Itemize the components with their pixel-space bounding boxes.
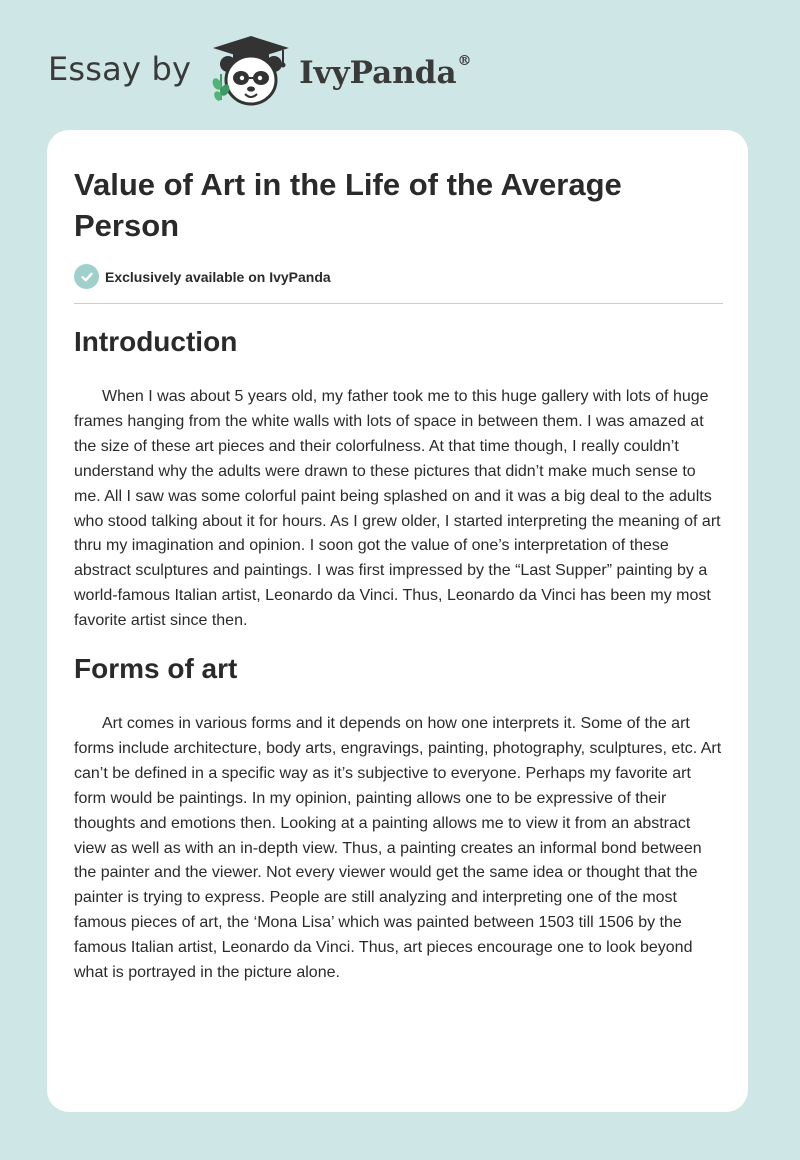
- check-icon: [74, 264, 99, 289]
- divider: [74, 303, 723, 304]
- brand-name[interactable]: [299, 55, 471, 91]
- ivypanda-logo-icon[interactable]: [209, 34, 293, 108]
- section-heading-forms-of-art: Forms of art: [74, 653, 238, 684]
- badge-label: Exclusively available on IvyPanda: [105, 268, 331, 285]
- essay-card: [47, 130, 748, 1112]
- essay-by-label: Essay by: [48, 50, 192, 88]
- site-header: [48, 34, 472, 108]
- registered-mark: ®: [457, 53, 472, 69]
- brand-label: IvyPanda: [299, 55, 457, 91]
- page-title: Value of Art in the Life of the Average Person: [74, 167, 622, 243]
- section-body-forms-of-art: Art comes in various forms and it depends on how one interprets it. Some of the art forms include architecture, body arts, engravings, painting, photography, sculptures, etc. Art can’t be defined in a specific way as it’s subjective to everyone. Perhaps my favorite art form would be paintings. In my opinion, painting allows one to be expressive of their thoughts and emotions then. Looking at a painting allows me to view it from an abstract view as well as with an in-depth view. Thus, a painting creates an informal bond between the painter and the viewer. Not every viewer would get the same idea or thought that the painter is trying to express. People are still analyzing and interpreting one of the most famous pieces of art, the ‘Mona Lisa’ which was painted between 1503 till 1506 by the famous Italian artist, Leonardo da Vinci. Thus, art pieces encourage one to look beyond what is portrayed in the picture alone.: [74, 715, 722, 982]
- section-heading-introduction: Introduction: [74, 326, 238, 357]
- section-body-introduction: When I was about 5 years old, my father took me to this huge gallery with lots of huge frames hanging from the white walls with lots of space in between them. I was amazed at the size of these art pieces and their colorfulness. At that time though, I really couldn’t understand why the adults were drawn to these pictures that didn’t make much sense to me. All I saw was some colorful paint being splashed on and it was a big deal to the adults who stood talking about it for hours. As I grew older, I started interpreting the meaning of art thru my imagination and opinion. I soon got the value of one’s interpretation of these abstract sculptures and paintings. I was first impressed by the “Last Supper” painting by a world-famous Italian artist, Leonardo da Vinci. Thus, Leonardo da Vinci has been my most favorite artist since then.: [74, 388, 721, 630]
- exclusive-badge: [74, 264, 331, 289]
